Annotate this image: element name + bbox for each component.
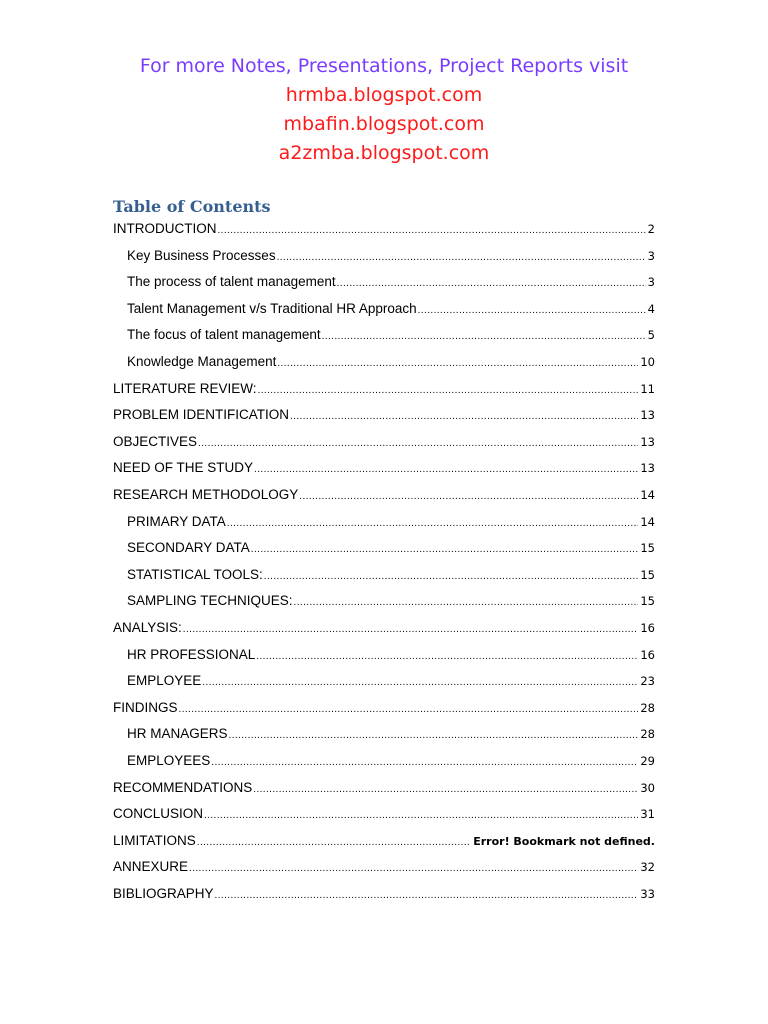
toc-dot-leader — [418, 302, 646, 320]
toc-entry-page: 15 — [640, 541, 655, 556]
toc-entry-page: 3 — [647, 275, 655, 290]
toc-dot-leader — [202, 674, 638, 692]
toc-entry[interactable] — [127, 300, 655, 318]
toc-dot-leader — [294, 594, 639, 612]
toc-dot-leader — [258, 382, 639, 400]
toc-entry[interactable] — [113, 406, 655, 424]
toc-entry[interactable] — [113, 459, 655, 477]
toc-entry[interactable] — [113, 779, 655, 797]
toc-entry-label: CONCLUSION — [113, 806, 204, 822]
toc-entry[interactable] — [113, 832, 655, 850]
toc-entry-label: EMPLOYEES — [127, 753, 211, 768]
toc-entry[interactable] — [113, 380, 655, 398]
toc-entry-label: RESEARCH METHODOLOGY — [113, 487, 299, 502]
toc-entry-label: ANALYSIS: — [113, 620, 182, 635]
toc-entry[interactable] — [113, 805, 655, 823]
toc-entry-label: SECONDARY DATA — [127, 540, 250, 556]
toc-dot-leader — [290, 408, 638, 426]
toc-entry-label: EMPLOYEE — [127, 673, 202, 689]
toc-entry-label: LIMITATIONS — [113, 832, 196, 848]
toc-dot-leader — [183, 621, 639, 639]
toc-entry[interactable] — [113, 699, 655, 717]
toc-entry-page: 13 — [640, 434, 655, 449]
toc-entry[interactable] — [127, 646, 655, 664]
toc-dot-leader — [337, 275, 646, 293]
toc-entry-page: 32 — [640, 860, 655, 875]
toc-dot-leader — [198, 435, 638, 453]
link-hrmba[interactable]: hrmba.blogspot.com — [285, 84, 483, 106]
toc-dot-leader — [218, 222, 646, 240]
toc-dot-leader — [299, 488, 638, 506]
toc-dot-leader — [189, 860, 638, 878]
toc-entry[interactable] — [127, 752, 655, 770]
toc-entry-label: Knowledge Management — [127, 354, 277, 369]
toc-dot-leader — [277, 355, 638, 373]
toc-entry-page: 28 — [640, 700, 655, 715]
toc-entry-label: The focus of talent management — [127, 327, 321, 343]
toc-dot-leader — [215, 887, 639, 905]
toc-entry[interactable] — [113, 619, 655, 637]
toc-dot-leader — [251, 541, 639, 559]
toc-entry-label: INTRODUCTION — [113, 221, 217, 236]
toc-entry[interactable] — [113, 433, 655, 451]
toc-entry-label: Talent Management v/s Traditional HR Approach — [127, 300, 417, 316]
toc-entry-label: STATISTICAL TOOLS: — [127, 566, 263, 582]
toc-entry-label: NEED OF THE STUDY — [113, 460, 254, 476]
toc-entry-label: ANNEXURE — [113, 859, 189, 875]
link-mbafin[interactable]: mbafin.blogspot.com — [283, 113, 485, 135]
link-a2zmba[interactable]: a2zmba.blogspot.com — [278, 142, 490, 164]
toc-entry-page: 29 — [640, 754, 655, 768]
toc-entry-page: 15 — [640, 594, 655, 609]
toc-dot-leader — [197, 834, 471, 852]
toc-entry-page: 13 — [640, 461, 655, 476]
toc-entry-page: 31 — [640, 807, 655, 822]
toc-entry-page: 33 — [640, 887, 655, 901]
toc-entry[interactable] — [127, 273, 655, 291]
toc-dot-leader — [179, 701, 639, 719]
toc-dot-leader — [256, 648, 638, 666]
toc-entry[interactable] — [113, 486, 655, 504]
toc-dot-leader — [204, 807, 638, 825]
toc-entry-label: HR MANAGERS — [127, 726, 228, 742]
toc-dot-leader — [211, 754, 638, 772]
promo-text: For more Notes, Presentations, Project Reports visit — [139, 55, 629, 77]
toc-entry-page: 15 — [640, 567, 655, 582]
toc-entry-label: SAMPLING TECHNIQUES: — [127, 593, 293, 609]
toc-entry[interactable] — [127, 326, 655, 344]
toc-dot-leader — [253, 781, 638, 799]
toc-entry-page: 16 — [640, 621, 655, 635]
toc-entry-label: PRIMARY DATA — [127, 513, 226, 529]
toc-entry-page: 23 — [640, 674, 655, 689]
toc-entry-label: Key Business Processes — [127, 247, 276, 263]
toc-dot-leader — [277, 249, 646, 267]
toc-entry-label: The process of talent management — [127, 274, 336, 290]
toc-entry[interactable] — [127, 566, 655, 584]
toc-entry-page: 11 — [640, 381, 655, 396]
toc-entry-page: 4 — [647, 301, 655, 316]
toc-entry[interactable] — [127, 539, 655, 557]
toc-entry-page: 5 — [647, 328, 655, 343]
toc-entry-page: Error! Bookmark not defined. — [473, 834, 655, 848]
toc-entry-page: 28 — [640, 727, 655, 742]
toc-entry[interactable] — [127, 247, 655, 265]
toc-dot-leader — [254, 461, 638, 479]
toc-entry-page: 14 — [640, 514, 655, 529]
toc-entry[interactable] — [113, 885, 655, 903]
toc-entry[interactable] — [127, 592, 655, 610]
toc-entry-page: 13 — [640, 408, 655, 423]
toc-entry-label: LITERATURE REVIEW: — [113, 380, 257, 396]
toc-entry[interactable] — [127, 353, 655, 371]
toc-dot-leader — [227, 515, 639, 533]
toc-entry-page: 14 — [640, 488, 655, 502]
toc-entry-page: 3 — [647, 248, 655, 263]
toc-entry-label: OBJECTIVES — [113, 433, 198, 449]
toc-entry-page: 10 — [640, 355, 655, 369]
toc-entry-page: 30 — [640, 780, 655, 795]
toc-entry[interactable] — [113, 858, 655, 876]
toc-entry[interactable] — [113, 220, 655, 238]
toc-entry-page: 16 — [640, 647, 655, 662]
toc-entry-label: HR PROFESSIONAL — [127, 646, 256, 662]
toc-entry-page: 2 — [647, 222, 655, 236]
toc-entry[interactable] — [127, 725, 655, 743]
toc-entry-label: FINDINGS — [113, 699, 178, 715]
toc-title: Table of Contents — [113, 197, 271, 216]
toc-entry-label: BIBLIOGRAPHY — [113, 886, 214, 901]
toc-entry-label: PROBLEM IDENTIFICATION — [113, 407, 290, 423]
toc-entry[interactable] — [127, 513, 655, 531]
toc-entry-label: RECOMMENDATIONS — [113, 779, 253, 795]
toc-dot-leader — [264, 568, 639, 586]
toc-dot-leader — [322, 328, 646, 346]
toc-entry[interactable] — [127, 672, 655, 690]
toc-dot-leader — [229, 727, 639, 745]
